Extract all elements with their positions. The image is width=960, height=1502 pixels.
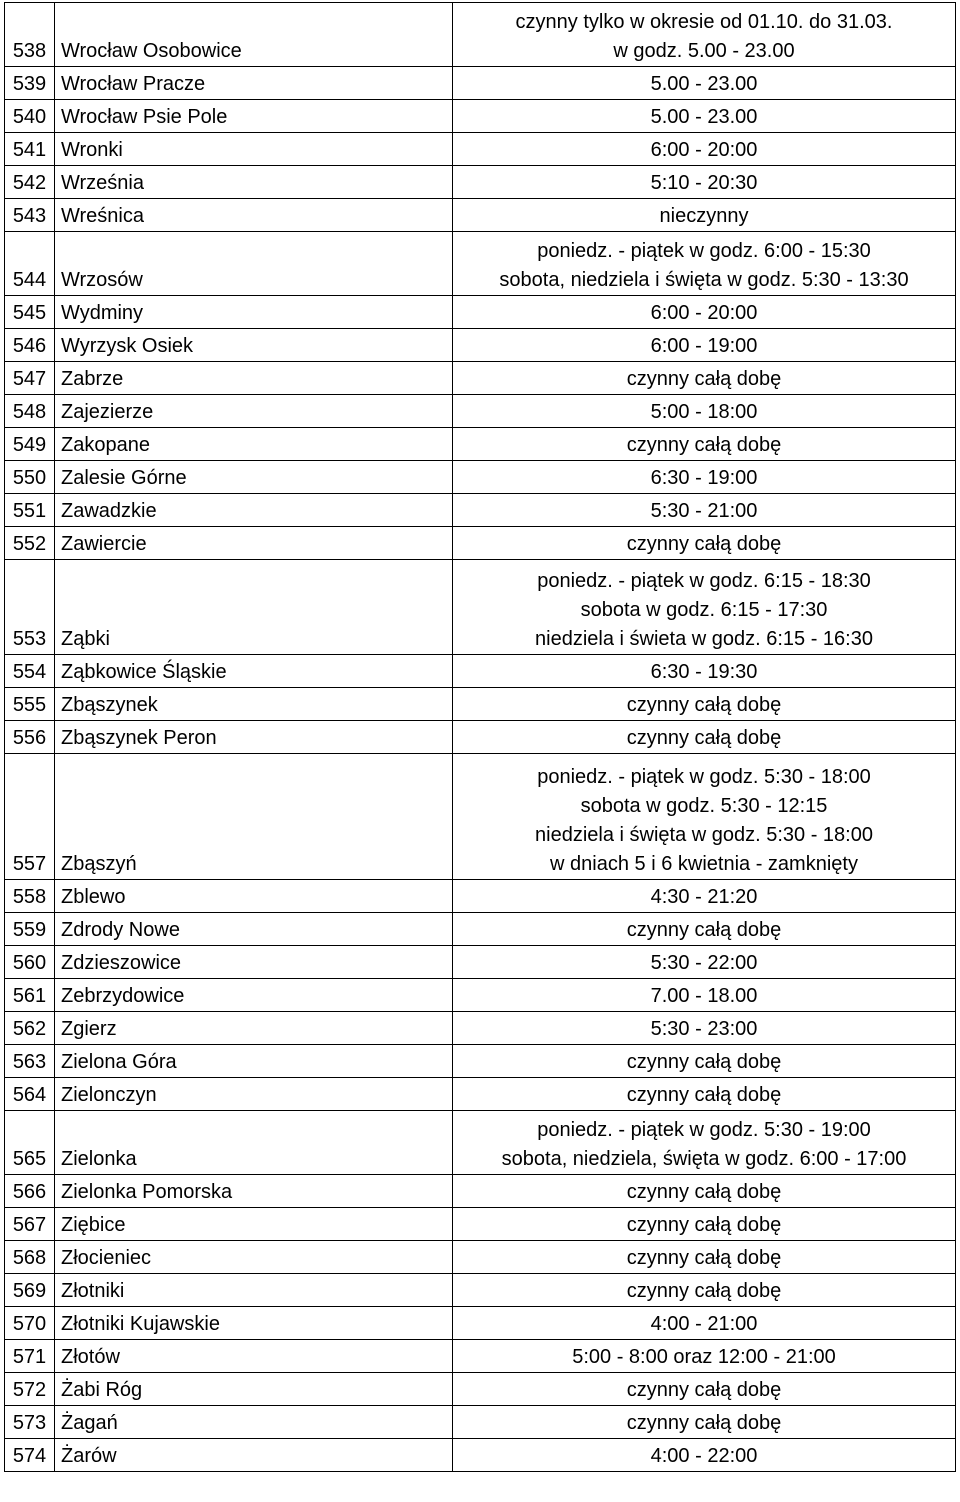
opening-hours-line: 5:00 - 18:00 <box>650 401 758 423</box>
row-number: 560 <box>5 946 55 979</box>
table-row <box>5 1373 956 1406</box>
station-name: Zajezierze <box>55 395 453 428</box>
opening-hours-line: 6:00 - 20:00 <box>650 139 758 161</box>
row-number: 574 <box>5 1439 55 1472</box>
station-name: Zalesie Górne <box>55 461 453 494</box>
opening-hours <box>453 1307 956 1340</box>
opening-hours <box>453 3 956 67</box>
row-number: 557 <box>5 754 55 880</box>
row-number: 559 <box>5 913 55 946</box>
opening-hours <box>453 1406 956 1439</box>
row-number: 550 <box>5 461 55 494</box>
row-number: 568 <box>5 1241 55 1274</box>
opening-hours-line: sobota w godz. 6:15 - 17:30 <box>580 599 828 621</box>
opening-hours-line: 5.00 - 23.00 <box>650 73 758 95</box>
opening-hours <box>453 199 956 232</box>
row-number: 571 <box>5 1340 55 1373</box>
table-row <box>5 1406 956 1439</box>
opening-hours-line: 4:00 - 22:00 <box>650 1445 758 1467</box>
opening-hours <box>453 1012 956 1045</box>
opening-hours-line: niedziela i świeta w godz. 6:15 - 16:30 <box>535 628 873 650</box>
table-row <box>5 3 956 67</box>
table-row <box>5 1078 956 1111</box>
table-row <box>5 721 956 754</box>
station-name: Zielona Góra <box>55 1045 453 1078</box>
opening-hours-line: 7.00 - 18.00 <box>650 985 758 1007</box>
table-row <box>5 232 956 296</box>
opening-hours <box>453 560 956 655</box>
table-row <box>5 133 956 166</box>
opening-hours <box>453 232 956 296</box>
opening-hours-line: 6:00 - 19:00 <box>650 335 758 357</box>
station-name: Zebrzydowice <box>55 979 453 1012</box>
opening-hours <box>453 1175 956 1208</box>
table-row <box>5 655 956 688</box>
station-name: Ząbki <box>55 560 453 655</box>
opening-hours <box>453 1241 956 1274</box>
station-name: Zawadzkie <box>55 494 453 527</box>
opening-hours <box>453 1078 956 1111</box>
row-number: 563 <box>5 1045 55 1078</box>
opening-hours-line: sobota w godz. 5:30 - 12:15 <box>580 795 828 817</box>
row-number: 543 <box>5 199 55 232</box>
table-row <box>5 362 956 395</box>
opening-hours-line: 4:00 - 21:00 <box>650 1313 758 1335</box>
opening-hours-line: niedziela i święta w godz. 5:30 - 18:00 <box>535 824 873 846</box>
row-number: 553 <box>5 560 55 655</box>
opening-hours-line: poniedz. - piątek w godz. 5:30 - 19:00 <box>537 1119 871 1141</box>
row-number: 570 <box>5 1307 55 1340</box>
row-number: 556 <box>5 721 55 754</box>
row-number: 546 <box>5 329 55 362</box>
opening-hours-line: czynny całą dobę <box>626 1280 782 1302</box>
opening-hours-line: poniedz. - piątek w godz. 5:30 - 18:00 <box>537 766 871 788</box>
station-name: Wrocław Osobowice <box>55 3 453 67</box>
station-name: Zielonczyn <box>55 1078 453 1111</box>
opening-hours <box>453 362 956 395</box>
opening-hours-line: 6:00 - 20:00 <box>650 302 758 324</box>
opening-hours <box>453 461 956 494</box>
station-name: Ząbkowice Śląskie <box>55 655 453 688</box>
opening-hours <box>453 688 956 721</box>
station-name: Żagań <box>55 1406 453 1439</box>
opening-hours-line: 4:30 - 21:20 <box>650 886 758 908</box>
opening-hours-line: czynny całą dobę <box>626 694 782 716</box>
opening-hours-line: czynny całą dobę <box>626 368 782 390</box>
opening-hours-line: sobota, niedziela, święta w godz. 6:00 - 17:00 <box>501 1148 907 1170</box>
station-name: Złotniki <box>55 1274 453 1307</box>
opening-hours-line: 6:30 - 19:00 <box>650 467 758 489</box>
station-name: Wyrzysk Osiek <box>55 329 453 362</box>
opening-hours-line: w godz. 5.00 - 23.00 <box>613 40 795 62</box>
row-number: 542 <box>5 166 55 199</box>
row-number: 545 <box>5 296 55 329</box>
station-name: Zgierz <box>55 1012 453 1045</box>
station-name: Września <box>55 166 453 199</box>
station-name: Ziębice <box>55 1208 453 1241</box>
row-number: 544 <box>5 232 55 296</box>
opening-hours-line: nieczynny <box>659 205 749 227</box>
station-name: Zielonka <box>55 1111 453 1175</box>
table-row <box>5 199 956 232</box>
stations-table <box>4 2 956 1472</box>
opening-hours-line: sobota, niedziela i święta w godz. 5:30 - 13:30 <box>499 269 909 291</box>
table-row <box>5 913 956 946</box>
table-row <box>5 560 956 655</box>
opening-hours <box>453 67 956 100</box>
opening-hours-line: czynny całą dobę <box>626 1214 782 1236</box>
table-row <box>5 880 956 913</box>
table-row <box>5 1439 956 1472</box>
station-name: Zbąszynek <box>55 688 453 721</box>
row-number: 562 <box>5 1012 55 1045</box>
opening-hours <box>453 655 956 688</box>
opening-hours <box>453 1208 956 1241</box>
opening-hours-line: w dniach 5 i 6 kwietnia - zamknięty <box>550 853 858 875</box>
opening-hours <box>453 1274 956 1307</box>
opening-hours-line: czynny całą dobę <box>626 1247 782 1269</box>
station-name: Wydminy <box>55 296 453 329</box>
opening-hours <box>453 1439 956 1472</box>
table-row <box>5 1241 956 1274</box>
table-row <box>5 1274 956 1307</box>
opening-hours-line: 5:30 - 22:00 <box>650 952 758 974</box>
table-row <box>5 1111 956 1175</box>
table-row <box>5 296 956 329</box>
opening-hours-line: 6:30 - 19:30 <box>650 661 758 683</box>
row-number: 552 <box>5 527 55 560</box>
table-row <box>5 1045 956 1078</box>
station-name: Wrocław Psie Pole <box>55 100 453 133</box>
table-row <box>5 329 956 362</box>
opening-hours <box>453 166 956 199</box>
station-name: Zbąszynek Peron <box>55 721 453 754</box>
opening-hours <box>453 754 956 880</box>
station-name: Żabi Róg <box>55 1373 453 1406</box>
opening-hours-line: czynny całą dobę <box>626 533 782 555</box>
opening-hours <box>453 946 956 979</box>
row-number: 551 <box>5 494 55 527</box>
opening-hours-line: 5:30 - 23:00 <box>650 1018 758 1040</box>
station-name: Zdzieszowice <box>55 946 453 979</box>
row-number: 564 <box>5 1078 55 1111</box>
table-row <box>5 395 956 428</box>
station-name: Zawiercie <box>55 527 453 560</box>
opening-hours <box>453 979 956 1012</box>
station-name: Wronki <box>55 133 453 166</box>
opening-hours <box>453 1045 956 1078</box>
table-row <box>5 1012 956 1045</box>
opening-hours <box>453 133 956 166</box>
station-name: Wrocław Pracze <box>55 67 453 100</box>
table-row <box>5 100 956 133</box>
opening-hours-line: czynny tylko w okresie od 01.10. do 31.03. <box>515 11 893 33</box>
row-number: 558 <box>5 880 55 913</box>
row-number: 572 <box>5 1373 55 1406</box>
opening-hours <box>453 329 956 362</box>
table-row <box>5 527 956 560</box>
opening-hours-line: czynny całą dobę <box>626 1051 782 1073</box>
station-name: Zdrody Nowe <box>55 913 453 946</box>
table-row <box>5 754 956 880</box>
table-row <box>5 946 956 979</box>
station-name: Zielonka Pomorska <box>55 1175 453 1208</box>
row-number: 565 <box>5 1111 55 1175</box>
row-number: 554 <box>5 655 55 688</box>
table-row <box>5 67 956 100</box>
opening-hours-line: czynny całą dobę <box>626 1084 782 1106</box>
opening-hours <box>453 1373 956 1406</box>
table-row <box>5 1307 956 1340</box>
table-row <box>5 1175 956 1208</box>
opening-hours-line: czynny całą dobę <box>626 1412 782 1434</box>
row-number: 567 <box>5 1208 55 1241</box>
opening-hours-line: poniedz. - piątek w godz. 6:00 - 15:30 <box>537 240 871 262</box>
opening-hours-line: czynny całą dobę <box>626 434 782 456</box>
station-name: Żarów <box>55 1439 453 1472</box>
row-number: 548 <box>5 395 55 428</box>
row-number: 538 <box>5 3 55 67</box>
opening-hours <box>453 100 956 133</box>
opening-hours-line: poniedz. - piątek w godz. 6:15 - 18:30 <box>537 570 871 592</box>
opening-hours <box>453 527 956 560</box>
opening-hours <box>453 913 956 946</box>
opening-hours <box>453 1111 956 1175</box>
row-number: 541 <box>5 133 55 166</box>
table-row <box>5 428 956 461</box>
table-row <box>5 494 956 527</box>
row-number: 540 <box>5 100 55 133</box>
opening-hours <box>453 428 956 461</box>
table-row <box>5 1340 956 1373</box>
opening-hours-line: 5:00 - 8:00 oraz 12:00 - 21:00 <box>572 1346 836 1368</box>
row-number: 549 <box>5 428 55 461</box>
table-row <box>5 979 956 1012</box>
opening-hours-line: 5:30 - 21:00 <box>650 500 758 522</box>
stations-table-body <box>5 3 956 1472</box>
station-name: Wrzosów <box>55 232 453 296</box>
station-name: Złocieniec <box>55 1241 453 1274</box>
table-row <box>5 166 956 199</box>
opening-hours-line: czynny całą dobę <box>626 727 782 749</box>
row-number: 539 <box>5 67 55 100</box>
table-row <box>5 688 956 721</box>
opening-hours-line: czynny całą dobę <box>626 1379 782 1401</box>
table-row <box>5 461 956 494</box>
row-number: 566 <box>5 1175 55 1208</box>
opening-hours <box>453 296 956 329</box>
station-name: Zabrze <box>55 362 453 395</box>
row-number: 573 <box>5 1406 55 1439</box>
station-name: Zblewo <box>55 880 453 913</box>
table-row <box>5 1208 956 1241</box>
opening-hours-line: czynny całą dobę <box>626 919 782 941</box>
opening-hours-line: 5:10 - 20:30 <box>650 172 758 194</box>
row-number: 547 <box>5 362 55 395</box>
opening-hours <box>453 494 956 527</box>
opening-hours <box>453 880 956 913</box>
opening-hours <box>453 721 956 754</box>
station-name: Zbąszyń <box>55 754 453 880</box>
opening-hours <box>453 395 956 428</box>
row-number: 561 <box>5 979 55 1012</box>
row-number: 555 <box>5 688 55 721</box>
opening-hours-line: czynny całą dobę <box>626 1181 782 1203</box>
station-name: Wreśnica <box>55 199 453 232</box>
station-name: Zakopane <box>55 428 453 461</box>
station-name: Złotów <box>55 1340 453 1373</box>
opening-hours-line: 5.00 - 23.00 <box>650 106 758 128</box>
station-name: Złotniki Kujawskie <box>55 1307 453 1340</box>
row-number: 569 <box>5 1274 55 1307</box>
opening-hours <box>453 1340 956 1373</box>
